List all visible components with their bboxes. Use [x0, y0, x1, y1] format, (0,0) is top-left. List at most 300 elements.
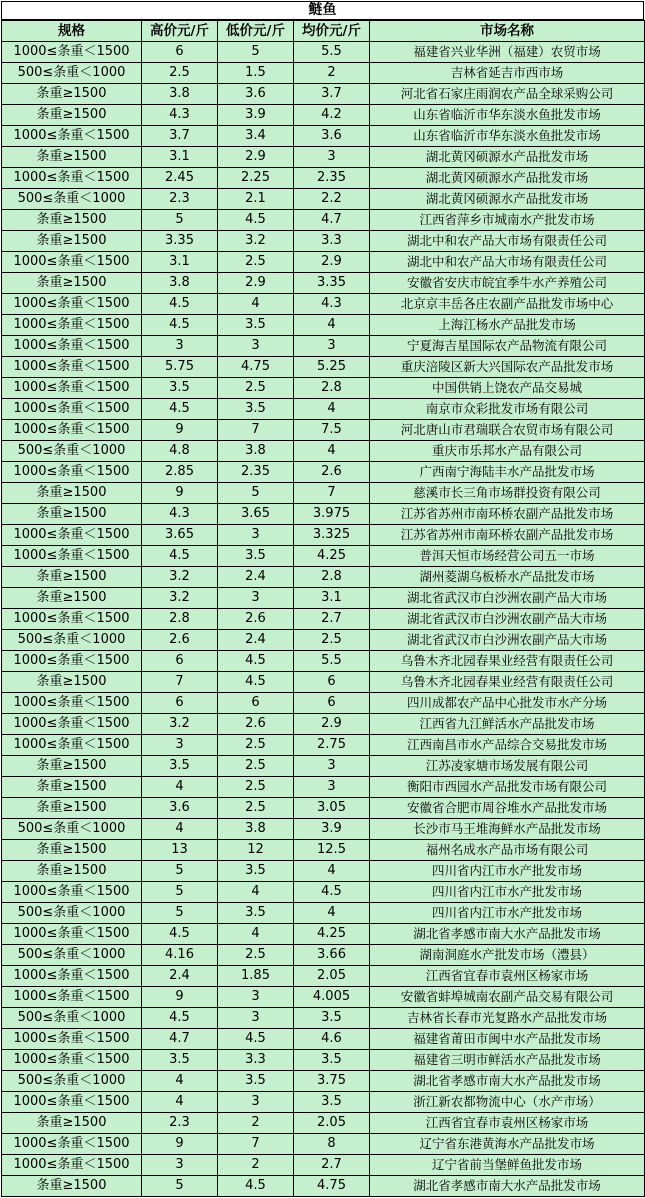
cell-avg-price: 4	[294, 861, 370, 882]
cell-avg-price: 3.1	[294, 588, 370, 609]
cell-high-price: 4.5	[142, 294, 218, 315]
cell-high-price: 4.8	[142, 441, 218, 462]
cell-spec: 1000≤条重＜1500	[2, 1029, 142, 1050]
cell-low-price: 7	[218, 1134, 294, 1155]
cell-spec: 1000≤条重＜1500	[2, 882, 142, 903]
table-body	[2, 42, 645, 1197]
table-row	[2, 378, 645, 399]
cell-high-price: 2.3	[142, 189, 218, 210]
cell-spec: 500≤条重＜1000	[2, 819, 142, 840]
cell-market-name: 湖州菱湖乌板桥水产品批发市场	[370, 567, 645, 588]
header-avg-price: 均价元/斤	[294, 21, 370, 42]
cell-spec: 1000≤条重＜1500	[2, 525, 142, 546]
cell-spec: 500≤条重＜1000	[2, 63, 142, 84]
cell-avg-price: 3.75	[294, 1071, 370, 1092]
cell-high-price: 4.3	[142, 105, 218, 126]
cell-market-name: 湖北省孝感市南大水产品批发市场	[370, 924, 645, 945]
cell-market-name: 上海江杨水产品批发市场	[370, 315, 645, 336]
cell-low-price: 2	[218, 1155, 294, 1176]
cell-low-price: 4	[218, 924, 294, 945]
table-row	[2, 987, 645, 1008]
cell-avg-price: 3.5	[294, 1092, 370, 1113]
table-row	[2, 1092, 645, 1113]
cell-low-price: 3	[218, 525, 294, 546]
table-row	[2, 42, 645, 63]
cell-avg-price: 3.6	[294, 126, 370, 147]
table-row	[2, 735, 645, 756]
cell-spec: 1000≤条重＜1500	[2, 336, 142, 357]
cell-market-name: 衡阳市西园水产品批发市场有限公司	[370, 777, 645, 798]
cell-high-price: 3.65	[142, 525, 218, 546]
cell-high-price: 5	[142, 903, 218, 924]
cell-high-price: 3.7	[142, 126, 218, 147]
cell-market-name: 重庆市乐邦水产品有限公司	[370, 441, 645, 462]
cell-spec: 500≤条重＜1000	[2, 1071, 142, 1092]
cell-low-price: 7	[218, 420, 294, 441]
cell-low-price: 3	[218, 336, 294, 357]
cell-avg-price: 4.7	[294, 210, 370, 231]
cell-market-name: 福州名成水产品市场有限公司	[370, 840, 645, 861]
cell-avg-price: 6	[294, 672, 370, 693]
table-row	[2, 945, 645, 966]
cell-high-price: 3.2	[142, 714, 218, 735]
cell-spec: 条重≥1500	[2, 840, 142, 861]
cell-low-price: 3.5	[218, 315, 294, 336]
cell-spec: 1000≤条重＜1500	[2, 651, 142, 672]
table-row	[2, 1050, 645, 1071]
cell-spec: 1000≤条重＜1500	[2, 378, 142, 399]
cell-high-price: 3	[142, 735, 218, 756]
cell-avg-price: 3	[294, 756, 370, 777]
cell-avg-price: 3.3	[294, 231, 370, 252]
cell-high-price: 13	[142, 840, 218, 861]
cell-low-price: 2.5	[218, 735, 294, 756]
cell-spec: 条重≥1500	[2, 84, 142, 105]
cell-spec: 条重≥1500	[2, 798, 142, 819]
cell-spec: 1000≤条重＜1500	[2, 693, 142, 714]
cell-spec: 条重≥1500	[2, 672, 142, 693]
cell-market-name: 安徽省安庆市皖宜季牛水产养殖公司	[370, 273, 645, 294]
cell-spec: 500≤条重＜1000	[2, 441, 142, 462]
cell-market-name: 四川省内江市水产批发市场	[370, 861, 645, 882]
table-row	[2, 84, 645, 105]
cell-low-price: 3.3	[218, 1050, 294, 1071]
cell-avg-price: 2.35	[294, 168, 370, 189]
table-row	[2, 483, 645, 504]
cell-avg-price: 3.975	[294, 504, 370, 525]
cell-spec: 条重≥1500	[2, 756, 142, 777]
cell-market-name: 湖北黄冈硕源水产品批发市场	[370, 168, 645, 189]
cell-low-price: 3.5	[218, 546, 294, 567]
cell-spec: 条重≥1500	[2, 105, 142, 126]
cell-market-name: 山东省临沂市华东淡水鱼批发市场	[370, 105, 645, 126]
sheet-title: 鲢鱼	[1, 1, 644, 20]
cell-low-price: 4.5	[218, 651, 294, 672]
table-row	[2, 525, 645, 546]
cell-high-price: 9	[142, 1134, 218, 1155]
cell-avg-price: 2.75	[294, 735, 370, 756]
cell-market-name: 湖北中和农产品大市场有限责任公司	[370, 252, 645, 273]
cell-high-price: 2.3	[142, 1113, 218, 1134]
cell-avg-price: 5.25	[294, 357, 370, 378]
table-row	[2, 105, 645, 126]
table-row	[2, 1008, 645, 1029]
cell-avg-price: 3	[294, 336, 370, 357]
cell-high-price: 3.2	[142, 588, 218, 609]
cell-high-price: 4.7	[142, 1029, 218, 1050]
cell-spec: 1000≤条重＜1500	[2, 714, 142, 735]
table-row	[2, 546, 645, 567]
cell-market-name: 湖北省孝感市南大水产品批发市场	[370, 1176, 645, 1197]
cell-spec: 条重≥1500	[2, 147, 142, 168]
cell-market-name: 南京市众彩批发市场有限公司	[370, 399, 645, 420]
cell-market-name: 安徽省蚌埠城南农副产品交易有限公司	[370, 987, 645, 1008]
cell-low-price: 3	[218, 588, 294, 609]
cell-market-name: 安徽省合肥市周谷堆水产品批发市场	[370, 798, 645, 819]
cell-low-price: 4.5	[218, 1176, 294, 1197]
table-row	[2, 1113, 645, 1134]
cell-low-price: 2.5	[218, 378, 294, 399]
cell-avg-price: 2.9	[294, 252, 370, 273]
cell-high-price: 2.85	[142, 462, 218, 483]
table-row	[2, 462, 645, 483]
table-row	[2, 210, 645, 231]
cell-low-price: 2	[218, 1113, 294, 1134]
cell-avg-price: 3.325	[294, 525, 370, 546]
cell-market-name: 浙江新农都物流中心（水产市场）	[370, 1092, 645, 1113]
cell-spec: 条重≥1500	[2, 777, 142, 798]
cell-market-name: 江苏省苏州市南环桥农副产品批发市场	[370, 525, 645, 546]
cell-high-price: 9	[142, 987, 218, 1008]
cell-avg-price: 2.7	[294, 1155, 370, 1176]
cell-low-price: 3.5	[218, 903, 294, 924]
cell-avg-price: 4.005	[294, 987, 370, 1008]
cell-high-price: 5	[142, 210, 218, 231]
cell-market-name: 辽宁省前当堡鲜鱼批发市场	[370, 1155, 645, 1176]
cell-avg-price: 2.6	[294, 462, 370, 483]
cell-high-price: 5	[142, 882, 218, 903]
cell-low-price: 4.5	[218, 210, 294, 231]
cell-market-name: 江西省宜春市袁州区杨家市场	[370, 1113, 645, 1134]
cell-high-price: 4.5	[142, 399, 218, 420]
cell-market-name: 湖北省武汉市白沙洲农副产品大市场	[370, 630, 645, 651]
price-sheet	[1, 1, 644, 1197]
cell-market-name: 江西省萍乡市城南水产批发市场	[370, 210, 645, 231]
cell-market-name: 福建省莆田市闽中水产品批发市场	[370, 1029, 645, 1050]
cell-avg-price: 4.25	[294, 546, 370, 567]
header-low-price: 低价元/斤	[218, 21, 294, 42]
cell-market-name: 江西省九江鲜活水产品批发市场	[370, 714, 645, 735]
cell-market-name: 河北省石家庄雨润农产品全球采购公司	[370, 84, 645, 105]
table-row	[2, 1155, 645, 1176]
cell-avg-price: 3	[294, 147, 370, 168]
cell-low-price: 3.4	[218, 126, 294, 147]
cell-low-price: 3	[218, 987, 294, 1008]
cell-market-name: 山东省临沂市华东淡水鱼批发市场	[370, 126, 645, 147]
cell-spec: 1000≤条重＜1500	[2, 42, 142, 63]
cell-avg-price: 4.25	[294, 924, 370, 945]
table-row	[2, 1134, 645, 1155]
cell-spec: 1000≤条重＜1500	[2, 168, 142, 189]
cell-high-price: 9	[142, 483, 218, 504]
cell-low-price: 3.8	[218, 441, 294, 462]
cell-low-price: 2.6	[218, 609, 294, 630]
cell-high-price: 3.6	[142, 798, 218, 819]
cell-avg-price: 2.9	[294, 714, 370, 735]
header-high-price: 高价元/斤	[142, 21, 218, 42]
cell-avg-price: 4.6	[294, 1029, 370, 1050]
cell-spec: 1000≤条重＜1500	[2, 546, 142, 567]
cell-low-price: 3	[218, 1008, 294, 1029]
cell-spec: 1000≤条重＜1500	[2, 315, 142, 336]
table-row	[2, 756, 645, 777]
cell-avg-price: 2.2	[294, 189, 370, 210]
cell-market-name: 长沙市马王堆海鲜水产品批发市场	[370, 819, 645, 840]
cell-avg-price: 4	[294, 399, 370, 420]
cell-avg-price: 3.5	[294, 1050, 370, 1071]
cell-high-price: 4.5	[142, 1008, 218, 1029]
cell-avg-price: 7	[294, 483, 370, 504]
cell-low-price: 1.5	[218, 63, 294, 84]
table-row	[2, 252, 645, 273]
header-spec: 规格	[2, 21, 142, 42]
cell-avg-price: 6	[294, 693, 370, 714]
cell-spec: 条重≥1500	[2, 231, 142, 252]
table-row	[2, 63, 645, 84]
cell-high-price: 3.5	[142, 1050, 218, 1071]
cell-low-price: 12	[218, 840, 294, 861]
table-row	[2, 294, 645, 315]
cell-spec: 1000≤条重＜1500	[2, 357, 142, 378]
cell-high-price: 2.45	[142, 168, 218, 189]
cell-high-price: 4	[142, 1092, 218, 1113]
cell-high-price: 3.1	[142, 252, 218, 273]
cell-low-price: 3.65	[218, 504, 294, 525]
cell-spec: 500≤条重＜1000	[2, 189, 142, 210]
cell-high-price: 7	[142, 672, 218, 693]
cell-low-price: 2.35	[218, 462, 294, 483]
table-row	[2, 840, 645, 861]
table-row	[2, 861, 645, 882]
table-row	[2, 714, 645, 735]
cell-market-name: 四川成都农产品中心批发市水产分场	[370, 693, 645, 714]
table-row	[2, 399, 645, 420]
cell-low-price: 4.5	[218, 672, 294, 693]
table-row	[2, 357, 645, 378]
cell-spec: 1000≤条重＜1500	[2, 609, 142, 630]
table-row	[2, 315, 645, 336]
cell-low-price: 2.5	[218, 945, 294, 966]
cell-market-name: 辽宁省东港黄海水产品批发市场	[370, 1134, 645, 1155]
cell-low-price: 4.75	[218, 357, 294, 378]
cell-low-price: 5	[218, 42, 294, 63]
cell-market-name: 江西南昌市水产品综合交易批发市场	[370, 735, 645, 756]
table-row	[2, 336, 645, 357]
cell-low-price: 2.5	[218, 777, 294, 798]
cell-spec: 1000≤条重＜1500	[2, 735, 142, 756]
cell-spec: 条重≥1500	[2, 861, 142, 882]
cell-avg-price: 4	[294, 441, 370, 462]
price-table	[1, 20, 645, 1197]
cell-spec: 条重≥1500	[2, 1113, 142, 1134]
cell-market-name: 河北唐山市君瑞联合农贸市场有限公司	[370, 420, 645, 441]
header-market-name: 市场名称	[370, 21, 645, 42]
table-row	[2, 819, 645, 840]
cell-avg-price: 4	[294, 903, 370, 924]
cell-spec: 1000≤条重＜1500	[2, 252, 142, 273]
cell-low-price: 2.25	[218, 168, 294, 189]
cell-spec: 1000≤条重＜1500	[2, 924, 142, 945]
cell-spec: 1000≤条重＜1500	[2, 1134, 142, 1155]
cell-low-price: 3.8	[218, 819, 294, 840]
cell-market-name: 四川省内江市水产批发市场	[370, 903, 645, 924]
cell-market-name: 中国供销上饶农产品交易城	[370, 378, 645, 399]
table-row	[2, 672, 645, 693]
table-row	[2, 504, 645, 525]
cell-spec: 1000≤条重＜1500	[2, 966, 142, 987]
cell-low-price: 2.9	[218, 147, 294, 168]
cell-market-name: 湖北省孝感市南大水产品批发市场	[370, 1071, 645, 1092]
cell-spec: 1000≤条重＜1500	[2, 294, 142, 315]
cell-market-name: 慈溪市长三角市场群投资有限公司	[370, 483, 645, 504]
cell-spec: 500≤条重＜1000	[2, 945, 142, 966]
cell-high-price: 5	[142, 1176, 218, 1197]
table-row	[2, 1176, 645, 1197]
cell-market-name: 北京京丰岳各庄农副产品批发市场中心	[370, 294, 645, 315]
cell-avg-price: 2	[294, 63, 370, 84]
cell-market-name: 湖北中和农产品大市场有限责任公司	[370, 231, 645, 252]
table-row	[2, 567, 645, 588]
cell-market-name: 宁夏海吉星国际农产品物流有限公司	[370, 336, 645, 357]
cell-high-price: 4.5	[142, 924, 218, 945]
cell-low-price: 3	[218, 1092, 294, 1113]
cell-spec: 1000≤条重＜1500	[2, 462, 142, 483]
cell-high-price: 3.1	[142, 147, 218, 168]
header-row	[2, 21, 645, 42]
cell-spec: 1000≤条重＜1500	[2, 126, 142, 147]
cell-high-price: 3	[142, 336, 218, 357]
cell-high-price: 2.8	[142, 609, 218, 630]
cell-avg-price: 4.5	[294, 882, 370, 903]
cell-avg-price: 2.05	[294, 966, 370, 987]
cell-high-price: 4	[142, 777, 218, 798]
cell-market-name: 吉林省延吉市西市场	[370, 63, 645, 84]
cell-avg-price: 3.35	[294, 273, 370, 294]
table-row	[2, 777, 645, 798]
cell-high-price: 3	[142, 1155, 218, 1176]
cell-market-name: 重庆涪陵区新大兴国际农产品批发市场	[370, 357, 645, 378]
cell-high-price: 6	[142, 693, 218, 714]
cell-high-price: 4.16	[142, 945, 218, 966]
table-row	[2, 882, 645, 903]
cell-market-name: 湖南洞庭水产批发市场（澧县）	[370, 945, 645, 966]
cell-spec: 500≤条重＜1000	[2, 903, 142, 924]
cell-high-price: 5	[142, 861, 218, 882]
cell-avg-price: 12.5	[294, 840, 370, 861]
table-row	[2, 189, 645, 210]
cell-market-name: 普洱天恒市场经营公司五一市场	[370, 546, 645, 567]
cell-spec: 1000≤条重＜1500	[2, 987, 142, 1008]
cell-high-price: 2.4	[142, 966, 218, 987]
cell-avg-price: 8	[294, 1134, 370, 1155]
cell-high-price: 6	[142, 42, 218, 63]
cell-market-name: 湖北黄冈硕源水产品批发市场	[370, 189, 645, 210]
table-row	[2, 609, 645, 630]
table-row	[2, 1071, 645, 1092]
table-row	[2, 441, 645, 462]
cell-avg-price: 2.7	[294, 609, 370, 630]
cell-market-name: 福建省三明市鲜活水产品批发市场	[370, 1050, 645, 1071]
table-header	[2, 21, 645, 42]
cell-avg-price: 4	[294, 315, 370, 336]
cell-spec: 1000≤条重＜1500	[2, 420, 142, 441]
cell-spec: 500≤条重＜1000	[2, 630, 142, 651]
cell-low-price: 2.6	[218, 714, 294, 735]
table-row	[2, 693, 645, 714]
cell-low-price: 4	[218, 882, 294, 903]
cell-avg-price: 5.5	[294, 651, 370, 672]
cell-spec: 1000≤条重＜1500	[2, 399, 142, 420]
cell-high-price: 3.8	[142, 84, 218, 105]
cell-market-name: 湖北省武汉市白沙洲农副产品大市场	[370, 588, 645, 609]
cell-low-price: 3.5	[218, 399, 294, 420]
cell-low-price: 4	[218, 294, 294, 315]
cell-low-price: 3.9	[218, 105, 294, 126]
cell-low-price: 1.85	[218, 966, 294, 987]
cell-low-price: 2.5	[218, 756, 294, 777]
cell-market-name: 广西南宁海陆丰水产品批发市场	[370, 462, 645, 483]
cell-avg-price: 4.3	[294, 294, 370, 315]
table-row	[2, 1029, 645, 1050]
cell-avg-price: 3.9	[294, 819, 370, 840]
cell-avg-price: 4.75	[294, 1176, 370, 1197]
cell-spec: 1000≤条重＜1500	[2, 1092, 142, 1113]
cell-market-name: 江西省宜春市袁州区杨家市场	[370, 966, 645, 987]
table-row	[2, 147, 645, 168]
cell-market-name: 乌鲁木齐北园春果业经营有限责任公司	[370, 672, 645, 693]
cell-avg-price: 2.8	[294, 378, 370, 399]
cell-low-price: 2.9	[218, 273, 294, 294]
cell-low-price: 4.5	[218, 1029, 294, 1050]
cell-low-price: 3.6	[218, 84, 294, 105]
cell-low-price: 2.4	[218, 630, 294, 651]
table-row	[2, 798, 645, 819]
table-row	[2, 168, 645, 189]
cell-avg-price: 2.5	[294, 630, 370, 651]
cell-high-price: 5.75	[142, 357, 218, 378]
cell-market-name: 湖北省武汉市白沙洲农副产品大市场	[370, 609, 645, 630]
cell-high-price: 4	[142, 819, 218, 840]
cell-avg-price: 4.2	[294, 105, 370, 126]
cell-spec: 条重≥1500	[2, 1176, 142, 1197]
table-row	[2, 126, 645, 147]
cell-high-price: 6	[142, 651, 218, 672]
table-row	[2, 231, 645, 252]
cell-spec: 条重≥1500	[2, 588, 142, 609]
cell-high-price: 2.6	[142, 630, 218, 651]
table-row	[2, 651, 645, 672]
cell-low-price: 3.5	[218, 1071, 294, 1092]
cell-market-name: 四川省内江市水产批发市场	[370, 882, 645, 903]
cell-avg-price: 2.8	[294, 567, 370, 588]
cell-avg-price: 3.66	[294, 945, 370, 966]
cell-high-price: 3.2	[142, 567, 218, 588]
cell-avg-price: 7.5	[294, 420, 370, 441]
cell-market-name: 江苏省苏州市南环桥农副产品批发市场	[370, 504, 645, 525]
cell-spec: 条重≥1500	[2, 567, 142, 588]
cell-spec: 500≤条重＜1000	[2, 1008, 142, 1029]
cell-market-name: 福建省兴业华洲（福建）农贸市场	[370, 42, 645, 63]
